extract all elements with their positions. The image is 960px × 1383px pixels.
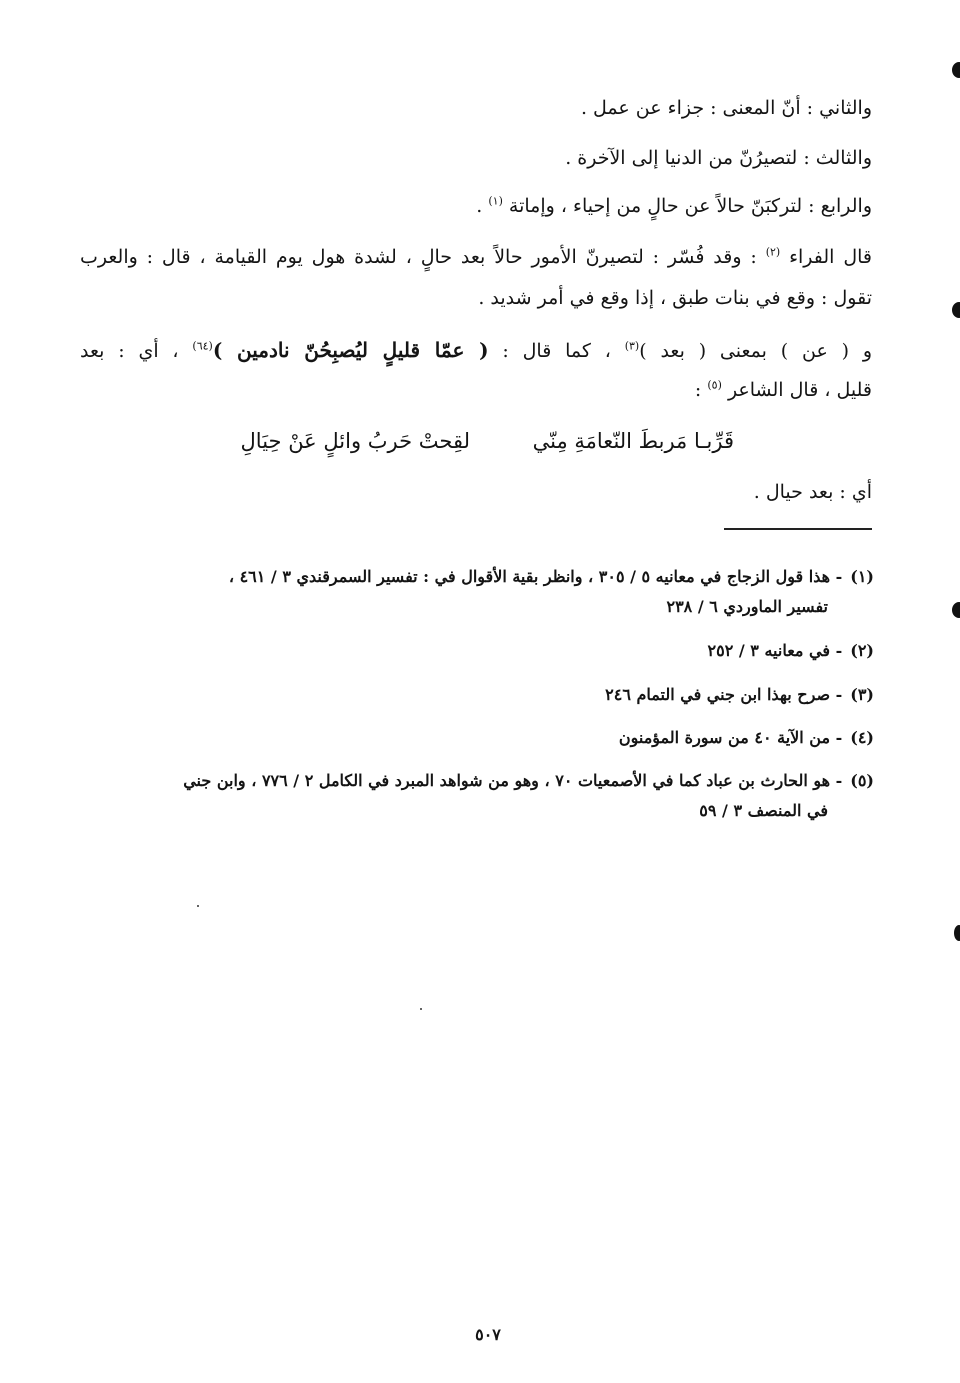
body-line-3-text: والرابع : لتركبَنّ حالاً عن حالٍ من إحياء ، وإماتة <box>508 195 872 217</box>
footnote-ref-2: (٢) <box>765 245 781 259</box>
binding-hole-mark <box>952 62 960 78</box>
body-last-line: أي : بعد حيال . <box>753 481 872 503</box>
footnote-number: (٥) <box>850 771 874 790</box>
para3-line2-text: قليل ، قال الشاعر <box>727 379 872 401</box>
page-number: ٥٠٧ <box>475 1325 501 1344</box>
footnote-text: - صرح بهذا ابن جني في التمام ٢٤٦ <box>605 685 843 704</box>
footnote-1 <box>80 562 874 622</box>
footnote-3 <box>605 680 874 710</box>
footnote-ref-1: (١) <box>488 194 503 208</box>
footnote-continuation: تفسير الماوردي ٦ / ٢٣٨ <box>666 597 828 616</box>
body-line-3 <box>476 192 872 220</box>
body-line-1: والثاني : أنّ المعنى : جزاء عن عمل . <box>580 97 872 119</box>
footnote-text: - في معانيه ٣ / ٢٥٢ <box>707 641 843 660</box>
scan-speck <box>420 1008 422 1010</box>
footnote-number: (١) <box>850 567 874 586</box>
binding-hole-mark <box>952 602 960 618</box>
footnote-4 <box>619 723 874 753</box>
para2-start: قال الفراء <box>789 246 873 268</box>
body-line-3-end: . <box>476 195 489 217</box>
para3-line2-end: : <box>694 379 708 401</box>
para3-start: و ( عن ) بمعنى ( بعد ) <box>639 340 872 362</box>
footnote-ref-3: (٣) <box>624 339 640 353</box>
footnote-number: (٢) <box>850 641 874 660</box>
footnote-ref-4: (٦٤) <box>192 339 213 353</box>
para3-end: ، أي : بعد <box>80 340 193 362</box>
footnote-continuation: في المنصف ٣ / ٥٩ <box>699 801 828 820</box>
binding-hole-mark <box>952 302 960 318</box>
paragraph-3-line-2 <box>695 376 872 404</box>
scan-speck <box>197 905 199 907</box>
binding-hole-mark <box>954 925 960 941</box>
footnote-5 <box>80 766 874 826</box>
footnote-text: - هو الحارث بن عباد كما في الأصمعيات ٧٠ ، وهو من شواهد المبرد في الكامل ٢ / ٧٧٦ ، وابن جني <box>183 771 843 790</box>
paragraph-2-line-2: تقول : وقع في بنات طبق ، إذا وقع في أمر شديد . <box>478 287 872 309</box>
para2-rest: : وقد فُسّر : لتصيرنّ الأمور حالاً بعد حالٍ ، لشدة هول يوم القيامة ، قال : والعرب <box>80 246 766 268</box>
footnote-text: - هذا قول الزجاج في معانيه ٥ / ٣٠٥ ، وانظر بقية الأقوال في : تفسير السمرقندي ٣ / ٤٦١ ، <box>228 567 843 586</box>
paragraph-2-line-1 <box>80 243 872 271</box>
verse-second-hemistich: لقِحتْ حَربُ وائلٍ عَنْ حِيَالِ <box>240 429 470 453</box>
footnote-text: - من الآية ٤٠ من سورة المؤمنون <box>618 728 843 747</box>
footnote-separator <box>724 528 872 530</box>
body-line-2: والثالث : لتصيرُنّ من الدنيا إلى الآخرة . <box>565 147 872 169</box>
footnote-ref-5: (٥) <box>707 378 722 392</box>
footnote-2 <box>708 636 874 666</box>
verse-first-hemistich: قَرِّبـا مَربطَ النّعامَةِ مِنّي <box>532 429 734 453</box>
quran-quote: ( عمّا قليلٍ ليُصبِحُنّ نادمين ) <box>212 338 489 362</box>
paragraph-3-line-1 <box>80 336 872 365</box>
para3-mid: ، كما قال : <box>488 340 625 362</box>
footnote-number: (٣) <box>850 685 874 704</box>
footnote-number: (٤) <box>850 728 874 747</box>
